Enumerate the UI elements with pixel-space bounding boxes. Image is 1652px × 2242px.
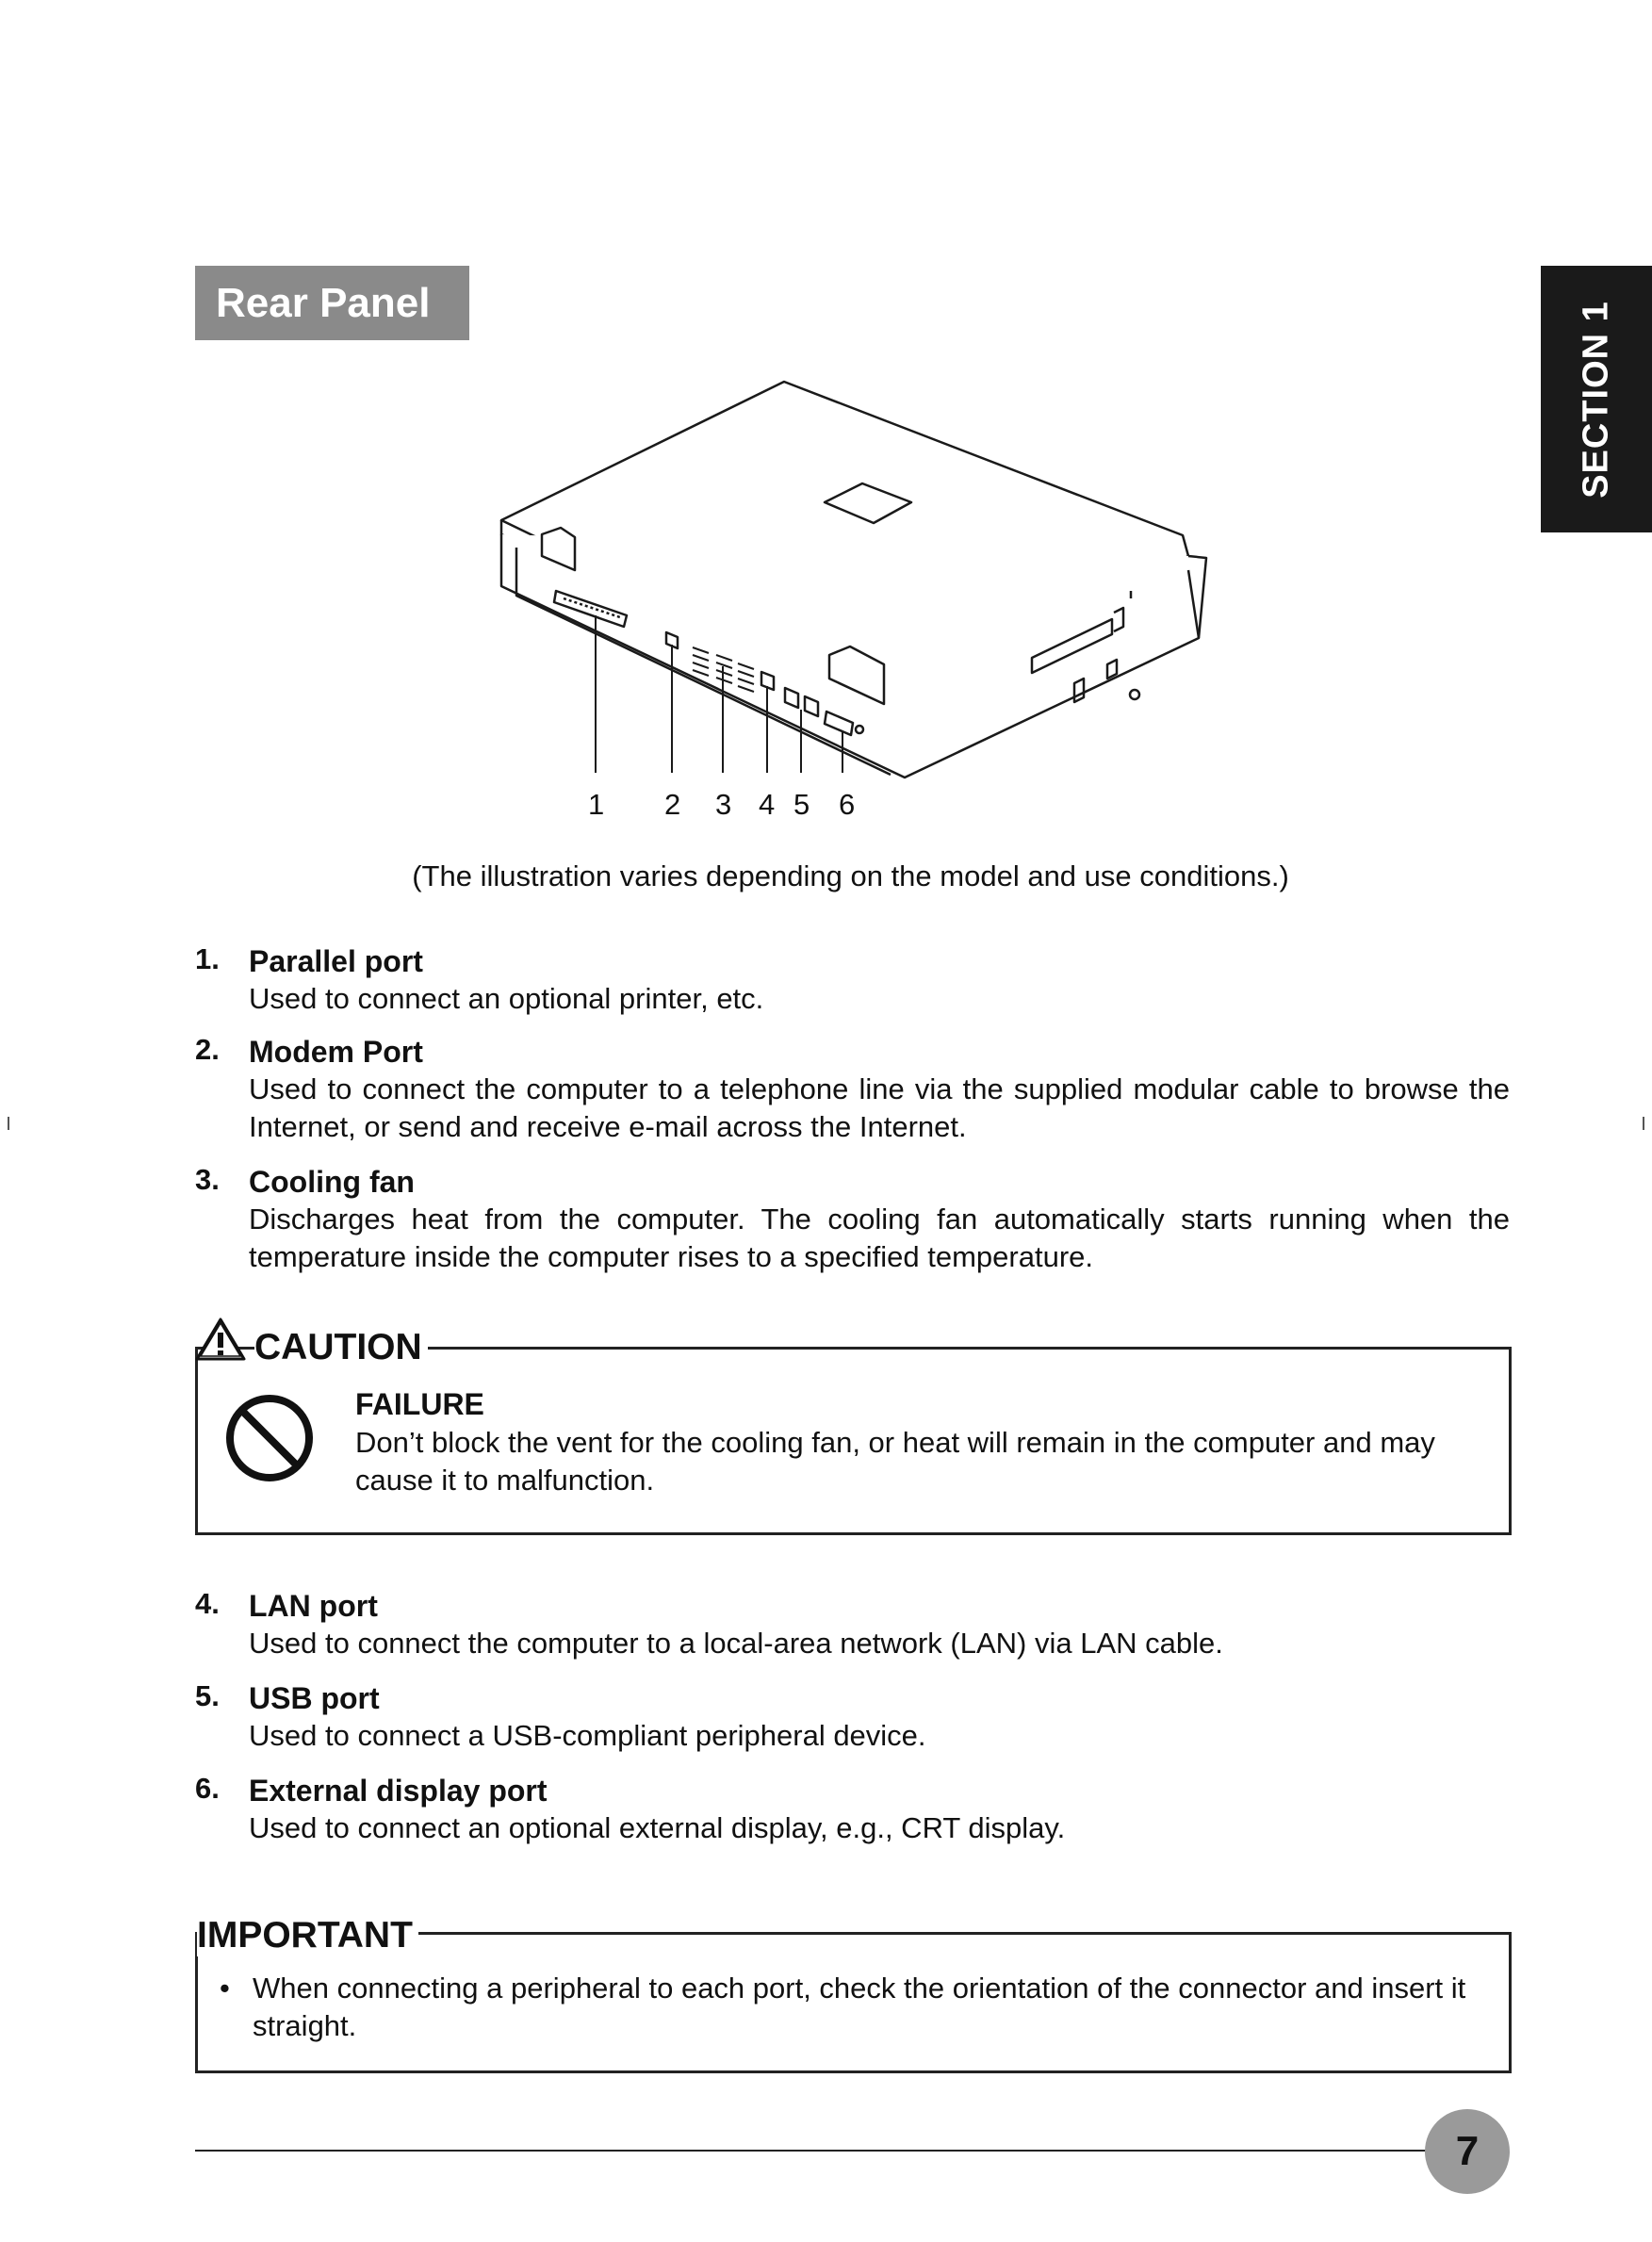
item-number: 5.	[195, 1679, 220, 1712]
laptop-rear-illustration	[490, 372, 1216, 787]
list-item-external-display-port	[195, 1772, 1510, 1847]
item-description: Used to connect an optional printer, etc.	[249, 982, 764, 1015]
list-item-lan-port	[195, 1587, 1510, 1662]
page-number: 7	[1425, 2109, 1510, 2194]
caution-heading: FAILURE	[355, 1387, 484, 1421]
warning-triangle-icon	[194, 1316, 247, 1363]
item-description: Used to connect a USB-compliant peripheral device.	[249, 1719, 926, 1752]
list-item-usb-port	[195, 1679, 1510, 1755]
section-tab	[1541, 266, 1652, 532]
item-heading: External display port	[249, 1774, 548, 1808]
callout-6: 6	[839, 788, 856, 821]
callout-2: 2	[664, 788, 681, 821]
callout-3: 3	[715, 788, 732, 821]
prohibited-icon	[224, 1393, 315, 1483]
item-description: Used to connect the computer to a telephone line via the supplied modular cable to browse the Internet, or send and receive e-mail across the Internet.	[249, 1072, 1510, 1143]
section-tab-label: SECTION 1	[1576, 300, 1616, 499]
item-heading: USB port	[249, 1681, 380, 1715]
callout-1: 1	[588, 788, 605, 821]
page-title: Rear Panel	[195, 266, 469, 340]
bullet-icon: •	[220, 1972, 230, 2005]
caution-text: Don’t block the vent for the cooling fan, or heat will remain in the computer and may cause it to malfunction.	[355, 1426, 1435, 1497]
callout-4: 4	[759, 788, 776, 821]
item-description: Used to connect an optional external display, e.g., CRT display.	[249, 1811, 1066, 1844]
item-number: 1.	[195, 942, 220, 975]
callout-5: 5	[793, 788, 810, 821]
crop-mark-left	[8, 1117, 9, 1130]
item-description: Discharges heat from the computer. The cooling fan automatically starts running when the temperature inside the computer rises to a specified temperature.	[249, 1203, 1510, 1273]
figure-caption: (The illustration varies depending on the model and use conditions.)	[412, 859, 1289, 892]
item-heading: Modem Port	[249, 1035, 423, 1069]
list-item-parallel-port	[195, 942, 1510, 1018]
item-number: 3.	[195, 1163, 220, 1196]
list-item-cooling-fan	[195, 1163, 1510, 1276]
list-item-modem-port	[195, 1033, 1510, 1146]
item-number: 4.	[195, 1587, 220, 1620]
item-description: Used to connect the computer to a local-area network (LAN) via LAN cable.	[249, 1627, 1223, 1660]
important-text: When connecting a peripheral to each port, check the orientation of the connector and insert it straight.	[253, 1972, 1466, 2042]
footer-divider	[195, 2150, 1439, 2152]
item-number: 6.	[195, 1772, 220, 1805]
item-number: 2.	[195, 1033, 220, 1066]
item-heading: LAN port	[249, 1589, 378, 1623]
item-heading: Parallel port	[249, 944, 423, 978]
crop-mark-right	[1643, 1117, 1644, 1130]
caution-label: CAUTION	[254, 1327, 428, 1368]
important-label: IMPORTANT	[197, 1915, 418, 1956]
item-heading: Cooling fan	[249, 1165, 415, 1199]
